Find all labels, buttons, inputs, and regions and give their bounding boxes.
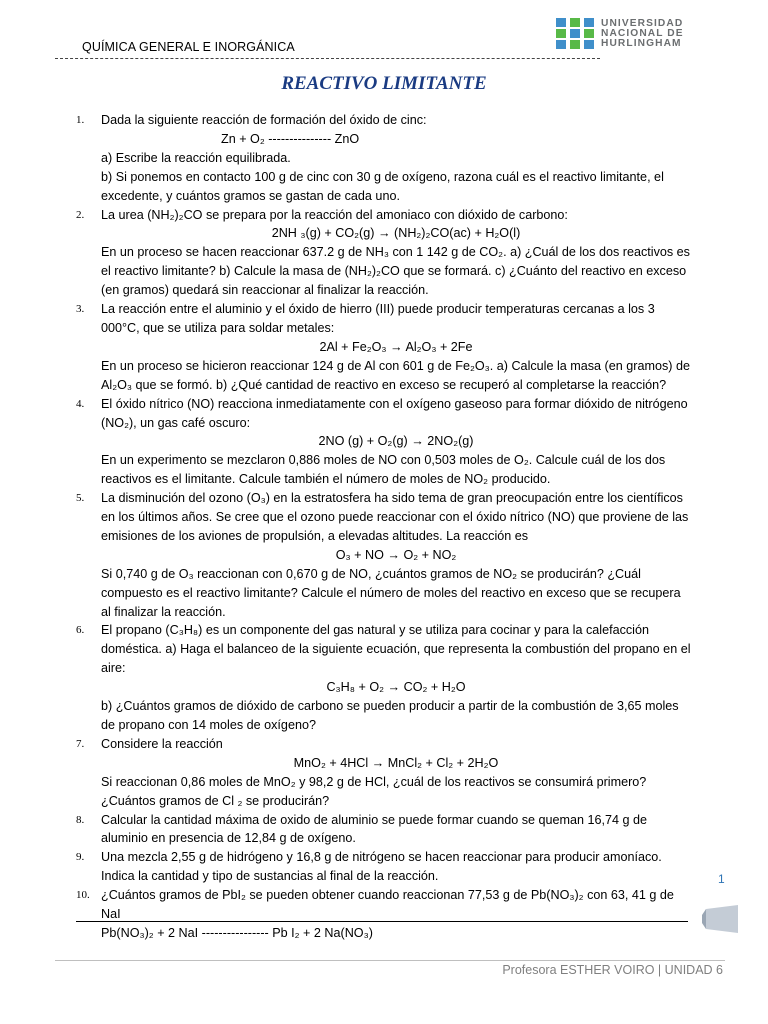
problem-number: 1.	[76, 114, 85, 126]
content-end-rule	[76, 921, 688, 922]
problem-item	[76, 621, 691, 734]
problem-item	[76, 811, 691, 849]
problem-item	[76, 848, 691, 886]
problem-item	[76, 111, 691, 206]
chemical-equation: 2Al + Fe₂O₃ → Al₂O₃ + 2Fe	[319, 339, 473, 354]
problem-item	[76, 206, 691, 301]
problem-text: Considere la reacción	[101, 736, 223, 751]
header-divider	[55, 58, 600, 59]
page-title: REACTIVO LIMITANTE	[281, 73, 487, 94]
problem-list	[76, 111, 691, 943]
university-name	[601, 19, 684, 50]
chemical-equation: C₃H₈ + O₂ → CO₂ + H₂O	[326, 680, 466, 695]
problem-text: La urea (NH₂)₂CO se prepara por la reacción del amoniaco con dióxido de carbono:	[101, 207, 568, 222]
problem-number: 5.	[76, 492, 85, 505]
chemical-equation: 2NH ₃(g) + CO₂(g) → (NH₂)₂CO(ac) + H₂O(l)	[271, 226, 521, 241]
problem-number: 6.	[76, 624, 85, 637]
university-logo-icon	[556, 18, 594, 50]
problem-text: En un proceso se hacen reaccionar 637.2 g de NH₃ con 1 142 g de CO₂. a) ¿Cuál de los dos reactivos es el reactivo limitante? b) Calcule la masa de (NH₂)₂CO que se formará. c) ¿Cuánto del reactivo en exceso (en gramos) quedará sin reaccionar al finalizar la reacción.	[101, 245, 690, 298]
problem-item	[76, 886, 691, 943]
footer-text: Profesora ESTHER VOIRO | UNIDAD 6	[502, 963, 723, 977]
problem-text: ¿Cuántos gramos de PbI₂ se pueden obtener cuando reaccionan 77,53 g de Pb(NO₃)₂ con 63, 41 g de NaI	[101, 888, 674, 922]
university-line: NACIONAL DE	[601, 27, 684, 39]
problem-text: Si 0,740 g de O₃ reaccionan con 0,670 g de NO, ¿cuántos gramos de NO₂ se producirán? ¿Cuál compuesto es el reactivo limitante? Calcule el número de moles del reactivo en exceso que se recupera al finalizar la reacción.	[101, 566, 681, 619]
university-line: UNIVERSIDAD	[601, 17, 684, 29]
problem-number: 7.	[76, 737, 85, 750]
problem-text: En un proceso se hicieron reaccionar 124 g de Al con 601 g de Fe₂O₃. a) Calcule la masa (en gramos) de Al₂O₃ que se formó. b) ¿Qué cantidad de reactivo en exceso se recuperó al completarse la reacción?	[101, 358, 690, 392]
problem-number: 10.	[76, 889, 90, 902]
problem-text: El óxido nítrico (NO) reacciona inmediatamente con el oxígeno gaseoso para formar dióxido de nitrógeno (NO₂), un gas café oscuro:	[101, 396, 688, 430]
problem-number: 4.	[76, 397, 85, 410]
course-title: QUÍMICA GENERAL E INORGÁNICA	[82, 40, 295, 54]
chemical-equation: MnO₂ + 4HCl → MnCl₂ + Cl₂ + 2H₂O	[293, 755, 499, 770]
chemical-equation: O₃ + NO → O₂ + NO₂	[335, 547, 457, 562]
problem-text: La reacción entre el aluminio y el óxido de hierro (III) puede producir temperaturas cercanas a los 3 000°C, que se utiliza para soldar metales:	[101, 302, 655, 335]
problem-number: 9.	[76, 851, 85, 864]
problem-text: Una mezcla 2,55 g de hidrógeno y 16,8 g de nitrógeno se hacen reaccionar para producir amoníaco. Indica la cantidad y tipo de sustancias al final de la reacción.	[101, 850, 662, 884]
chemical-equation: Pb(NO₃)₂ + 2 NaI ---------------- Pb I₂ + 2 Na(NO₃)	[101, 925, 373, 940]
problem-number: 8.	[76, 813, 85, 826]
problem-number: 3.	[76, 303, 85, 316]
page-tab-icon	[702, 905, 742, 933]
problem-item	[76, 300, 691, 395]
problem-text: La disminución del ozono (O₃) en la estratosfera ha sido tema de gran preocupación entre los científicos en los últimos años. Se cree que el ozono puede reaccionar con el óxido nítrico (NO) que proviene de las emisiones de los aviones de propulsión, a elevadas altitudes. La reacción es	[101, 491, 689, 543]
problem-text: En un experimento se mezclaron 0,886 moles de NO con 0,503 moles de O₂. Calcule cuál de los dos reactivos es el limitante. Calcule también el número de moles de NO₂ producido.	[101, 453, 666, 487]
chemical-equation: Zn + O₂ --------------- ZnO	[221, 131, 360, 146]
problem-text: Calcular la cantidad máxima de oxido de aluminio se puede formar cuando se queman 16,74 g de aluminio en presencia de 12,84 g de oxígeno.	[101, 812, 648, 846]
problem-item	[76, 489, 691, 621]
footer-divider	[55, 960, 725, 961]
university-line: HURLINGHAM	[601, 38, 682, 50]
problem-text: b) Si ponemos en contacto 100 g de cinc con 30 g de oxígeno, razona cuál es el reactivo limitante, el excedente, y cuántos gramos se gastan de cada uno.	[101, 169, 664, 203]
chemical-equation: 2NO (g) + O₂(g) → 2NO₂(g)	[318, 434, 474, 449]
university-logo	[556, 18, 684, 50]
problem-text: El propano (C₃H₈) es un componente del gas natural y se utiliza para cocinar y para la calefacción doméstica. a) Haga el balanceo de la siguiente ecuación, que representa la combustión del propano en el aire:	[101, 623, 691, 676]
problem-item	[76, 735, 691, 811]
problem-text: Dada la siguiente reacción de formación del óxido de cinc:	[101, 113, 427, 127]
problem-text: a) Escribe la reacción equilibrada.	[101, 150, 291, 165]
problem-text: b) ¿Cuántos gramos de dióxido de carbono se pueden producir a partir de la combustión de 3,65 moles de propano con 14 moles de oxígeno?	[101, 699, 679, 732]
problem-number: 2.	[76, 208, 85, 221]
problem-item	[76, 395, 691, 490]
problem-text: Si reaccionan 0,86 moles de MnO₂ y 98,2 g de HCl, ¿cuál de los reactivos se consumirá primero? ¿Cuántos gramos de Cl ₂ se producirán?	[101, 774, 647, 808]
page-number: 1	[718, 872, 725, 886]
